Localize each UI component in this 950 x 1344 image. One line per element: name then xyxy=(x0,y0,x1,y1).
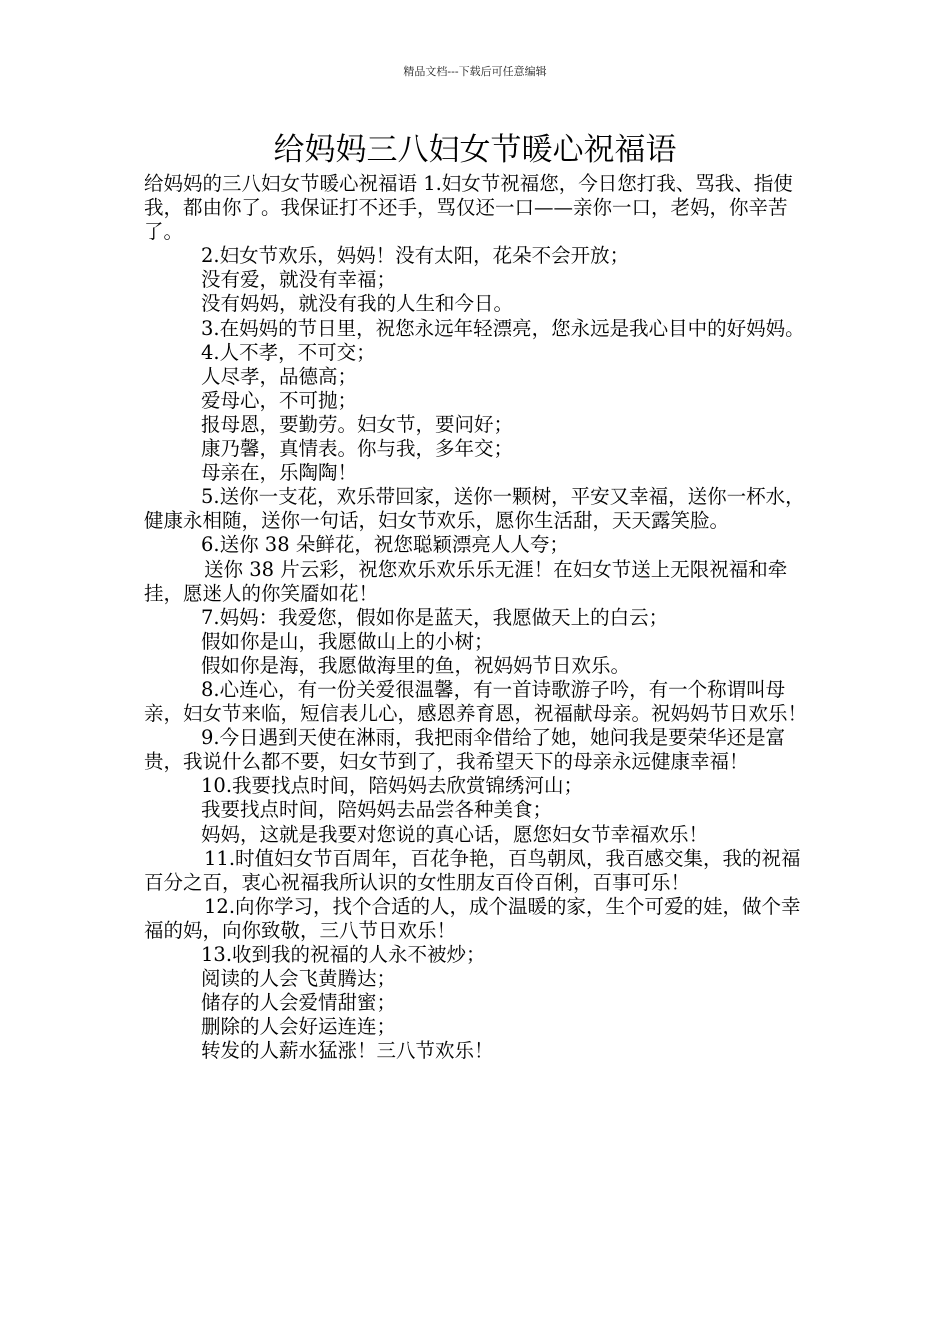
paragraph: 删除的人会好运连连； xyxy=(201,1015,397,1039)
paragraph: 10.我要找点时间，陪妈妈去欣赏锦绣河山； xyxy=(201,774,584,798)
document-title: 给妈妈三八妇女节暖心祝福语 xyxy=(273,132,677,168)
paragraph: 2.妇女节欢乐，妈妈！没有太阳，花朵不会开放； xyxy=(201,244,630,268)
paragraph: 康乃馨，真情表。你与我，多年交； xyxy=(201,437,514,461)
paragraph: 7.妈妈：我爱您，假如你是蓝天，我愿做天上的白云； xyxy=(201,605,669,629)
paragraph: 5.送你一支花，欢乐带回家，送你一颗树，平安又幸福，送你一杯水，健康永相随，送你一句话，妇女节欢乐，愿你生活甜，天天露笑脸。 xyxy=(144,485,805,533)
paragraph: 转发的人薪水猛涨！三八节欢乐！ xyxy=(201,1039,494,1063)
paragraph: 人尽孝，品德高； xyxy=(201,364,358,388)
paragraph: 阅读的人会飞黄腾达； xyxy=(201,967,397,991)
paragraph: 送你 38 片云彩，祝您欢乐欢乐乐无涯！在妇女节送上无限祝福和牵挂，愿迷人的你笑靥如花！ xyxy=(144,557,788,605)
paragraph: 没有妈妈，就没有我的人生和今日。 xyxy=(201,292,514,316)
paragraph: 11.时值妇女节百周年，百花争艳，百鸟朝凤，我百感交集，我的祝福百分之百，衷心祝福我所认识的女性朋友百伶百俐，百事可乐！ xyxy=(144,846,801,894)
header-note: 精品文档---下载后可任意编辑 xyxy=(403,65,547,78)
paragraph: 妈妈，这就是我要对您说的真心话，愿您妇女节幸福欢乐！ xyxy=(201,822,709,846)
paragraph: 13.收到我的祝福的人永不被炒； xyxy=(201,943,486,966)
paragraph: 储存的人会爱情甜蜜； xyxy=(201,991,397,1015)
paragraph: 爱母心，不可抛； xyxy=(201,388,358,412)
paragraph: 报母恩，要勤劳。妇女节，要问好； xyxy=(201,412,514,436)
paragraph: 假如你是海，我愿做海里的鱼，祝妈妈节日欢乐。 xyxy=(201,653,631,677)
paragraph: 4.人不孝，不可交； xyxy=(201,340,376,364)
paragraph: 我要找点时间，陪妈妈去品尝各种美食； xyxy=(201,798,553,822)
document-body xyxy=(144,172,812,1063)
paragraph: 9.今日遇到天使在淋雨，我把雨伞借给了她，她问我是要荣华还是富贵，我说什么都不要，妇女节到了，我希望天下的母亲永远健康幸福！ xyxy=(144,726,786,774)
paragraph: 6.送你 38 朵鲜花，祝您聪颖漂亮人人夸； xyxy=(201,533,569,557)
paragraph: 12.向你学习，找个合适的人，成个温暖的家，生个可爱的娃，做个幸福的妈，向你致敬，三八节日欢乐！ xyxy=(144,894,801,942)
paragraph: 假如你是山，我愿做山上的小树； xyxy=(201,629,494,653)
paragraph: 3.在妈妈的节日里，祝您永远年轻漂亮，您永远是我心目中的好妈妈。 xyxy=(201,316,805,340)
paragraph: 8.心连心，有一份关爱很温馨，有一首诗歌游子吟，有一个称谓叫母亲，妇女节来临，短信表儿心，感恩养育恩，祝福献母亲。祝妈妈节日欢乐！ xyxy=(144,677,808,726)
paragraph: 没有爱，就没有幸福； xyxy=(201,268,397,292)
paragraph: 母亲在，乐陶陶！ xyxy=(201,461,358,485)
paragraph: 给妈妈的三八妇女节暖心祝福语 1.妇女节祝福您，今日您打我、骂我、指使我，都由你了。我保证打不还手，骂仅还一口——亲你一口，老妈，你辛苦了。 xyxy=(144,172,793,244)
